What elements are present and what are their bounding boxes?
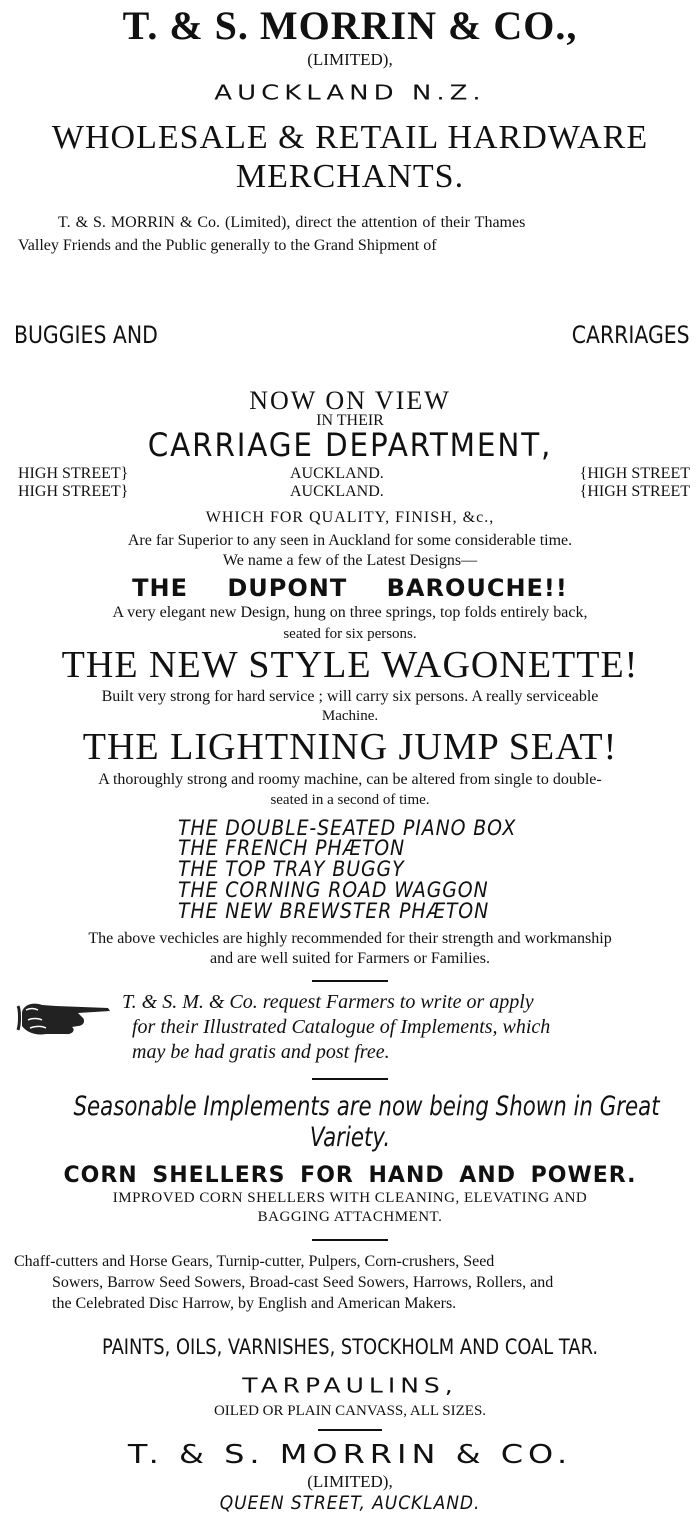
recommend-line-2: and are well suited for Farmers or Families. [210, 950, 490, 967]
wagonette-desc-1: Built very strong for hard service ; will carry six persons. A really serviceable [101, 688, 599, 705]
wagonette-desc-2: Machine. [321, 708, 379, 724]
in-their-label: IN THEIR [316, 412, 384, 429]
catalogue-line-3: may be had gratis and post free. [132, 1041, 390, 1063]
footer-limited: (LIMITED), [307, 1472, 393, 1491]
corn-shellers-title: CORN SHELLERS FOR HAND AND POWER. [63, 1163, 637, 1188]
design-list-item: THE TOP TRAY BUGGY [178, 857, 405, 881]
chaff-line-1: Chaff-cutters and Horse Gears, Turnip-cutter, Pulpers, Corn-crushers, Seed [14, 1253, 495, 1270]
divider [318, 1429, 382, 1431]
limited-label: (LIMITED), [307, 50, 393, 69]
seasonable-line-1: Seasonable Implements are now being Shown in Great [73, 1091, 660, 1122]
chaff-line-2: Sowers, Barrow Seed Sowers, Broad-cast Seed Sowers, Harrows, Rollers, and [52, 1274, 554, 1291]
jump-seat-desc-2: seated in a second of time. [270, 792, 430, 808]
carriage-department: CARRIAGE DEPARTMENT, [147, 426, 553, 464]
location-label: AUCKLAND N.Z. [214, 81, 486, 105]
seasonable-line-2: Variety. [309, 1122, 391, 1153]
paints-line: PAINTS, OILS, VARNISHES, STOCKHOLM AND COAL TAR. [101, 1335, 599, 1359]
business-line-2: MERCHANTS. [235, 158, 465, 195]
divider [312, 1239, 388, 1241]
design-list-item: THE NEW BREWSTER PHÆTON [178, 899, 490, 923]
tarpaulins-title: TARPAULINS, [242, 1373, 458, 1398]
footer-address: QUEEN STREET, AUCKLAND. [219, 1492, 481, 1514]
superior-line: Are far Superior to any seen in Auckland for some considerable time. [127, 532, 573, 549]
address-right-1: {HIGH STREET [579, 465, 690, 482]
recommend-line-1: The above vechicles are highly recommended for their strength and workmanship [88, 930, 612, 947]
address-left-1: HIGH STREET} [18, 465, 129, 482]
firm-name-footer: T. & S. MORRIN & CO. [127, 1438, 573, 1470]
catalogue-line-2: for their Illustrated Catalogue of Implements, which [132, 1016, 551, 1038]
quality-line: WHICH FOR QUALITY, FINISH, &c., [205, 509, 495, 526]
business-line-1: WHOLESALE & RETAIL HARDWARE [51, 119, 649, 156]
address-center-1: AUCKLAND. [290, 465, 384, 482]
divider [312, 980, 388, 982]
carriages-label: CARRIAGES [572, 321, 690, 349]
dupont-title: THE DUPONT BAROUCHE!! [132, 574, 568, 602]
chaff-line-3: the Celebrated Disc Harrow, by English and American Makers. [52, 1295, 457, 1312]
pointing-hand-icon [16, 996, 116, 1038]
tarpaulins-sub: OILED OR PLAIN CANVASS, ALL SIZES. [213, 1403, 487, 1419]
address-center-2: AUCKLAND. [290, 483, 384, 500]
dupont-desc-1: A very elegant new Design, hung on three springs, top folds entirely back, [112, 604, 588, 621]
design-list-item: THE CORNING ROAD WAGGON [178, 878, 489, 902]
we-name-line: We name a few of the Latest Designs— [222, 552, 478, 569]
divider [312, 1078, 388, 1080]
address-left-2: HIGH STREET} [18, 483, 129, 500]
corn-shellers-sub-1: IMPROVED CORN SHELLERS WITH CLEANING, ELEVATING AND [112, 1190, 588, 1206]
catalogue-line-1: T. & S. M. & Co. request Farmers to write or apply [122, 991, 534, 1013]
design-list-item: THE DOUBLE-SEATED PIANO BOX [178, 816, 517, 840]
buggies-label: BUGGIES AND [14, 321, 158, 349]
design-list-item: THE FRENCH PHÆTON [178, 836, 406, 860]
corn-shellers-sub-2: BAGGING ATTACHMENT. [257, 1209, 443, 1225]
firm-name-header: T. & S. MORRIN & CO., [122, 3, 578, 48]
jump-seat-title: THE LIGHTNING JUMP SEAT! [82, 726, 618, 768]
jump-seat-desc-1: A thoroughly strong and roomy machine, can be altered from single to double- [98, 771, 602, 788]
dupont-desc-2: seated for six persons. [283, 626, 417, 642]
wagonette-title: THE NEW STYLE WAGONETTE! [61, 644, 639, 686]
intro-line-2: Valley Friends and the Public generally to the Grand Shipment of [18, 237, 437, 254]
now-on-view: NOW ON VIEW [249, 386, 451, 415]
address-right-2: {HIGH STREET [579, 483, 690, 500]
intro-line-1: T. & S. MORRIN & Co. (Limited), direct the attention of their Thames [58, 214, 526, 231]
